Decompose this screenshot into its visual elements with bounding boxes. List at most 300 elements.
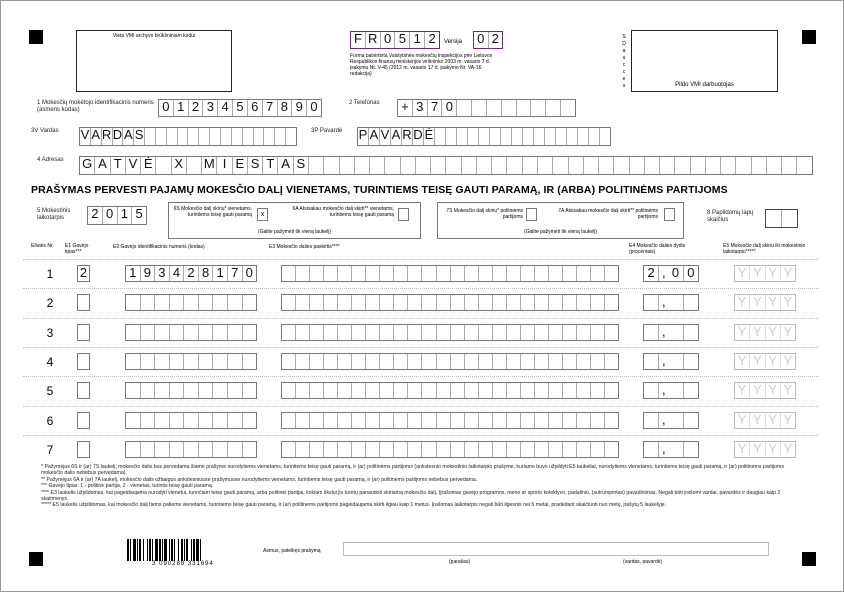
- percent-cell: [684, 383, 698, 398]
- percent-cell: [668, 295, 683, 310]
- purpose-field[interactable]: [281, 324, 619, 341]
- percent-cell: [644, 295, 659, 310]
- field-8-label: 8 Papildomų lapų skaičius: [707, 210, 754, 223]
- purpose-cell: [366, 413, 380, 428]
- address-cell: [416, 157, 431, 174]
- row-number: 7: [46, 442, 54, 457]
- first-name-cell: [264, 128, 275, 145]
- purpose-cell: [324, 266, 338, 281]
- field-2-label: 2 Telefonas: [349, 100, 380, 106]
- purpose-cell: [577, 354, 591, 369]
- purpose-cell: [535, 442, 549, 457]
- recipient-type-cell: [78, 295, 89, 310]
- until-year-cell: Y: [735, 383, 750, 398]
- phone-cell: 0: [442, 100, 457, 116]
- taxpayer-id-cell: 0: [159, 100, 174, 116]
- recipient-code-cell: 8: [199, 266, 214, 281]
- recipient-code-field[interactable]: [125, 353, 257, 370]
- recipient-code-cell: [126, 354, 141, 369]
- purpose-field[interactable]: [281, 294, 619, 311]
- purpose-cell: [366, 383, 380, 398]
- purpose-cell: [479, 354, 493, 369]
- purpose-cell: [352, 295, 366, 310]
- first-name-cell: R: [102, 128, 113, 145]
- purpose-cell: [437, 383, 451, 398]
- recipient-type-field[interactable]: [77, 353, 90, 370]
- recipient-code-cell: [126, 325, 141, 340]
- stamp-side-letter: a: [622, 48, 626, 54]
- percent-field[interactable]: [643, 382, 699, 399]
- purpose-cell: [493, 295, 507, 310]
- purpose-cell: [577, 413, 591, 428]
- purpose-cell: [521, 354, 535, 369]
- purpose-cell: [507, 383, 521, 398]
- address-cell: T: [111, 157, 126, 174]
- field-4-label: 4 Adresas: [37, 157, 64, 163]
- purpose-cell: [577, 325, 591, 340]
- purpose-cell: [479, 295, 493, 310]
- version-label: Versija: [444, 39, 463, 45]
- purpose-cell: [282, 442, 296, 457]
- recipient-type-field[interactable]: [77, 324, 90, 341]
- purpose-cell: [437, 266, 451, 281]
- recipient-type-cell: [78, 325, 89, 340]
- recipient-type-cell: [78, 383, 89, 398]
- opt-6a-checkbox[interactable]: [398, 208, 409, 221]
- first-name-cell: [221, 128, 232, 145]
- stamp-side-letters: [621, 34, 627, 90]
- address-cell: V: [126, 157, 141, 174]
- stamp-side-letter: e: [622, 76, 626, 82]
- row-number: 4: [46, 354, 54, 369]
- purpose-cell: [394, 413, 408, 428]
- until-year-cell: Y: [735, 266, 750, 281]
- purpose-cell: [549, 266, 563, 281]
- row-number: 3: [46, 325, 54, 340]
- purpose-cell: [408, 295, 422, 310]
- purpose-cell: [521, 383, 535, 398]
- percent-cell: ,: [662, 295, 666, 310]
- opt-7a-checkbox[interactable]: [664, 208, 675, 221]
- last-name-cell: [512, 128, 523, 145]
- purpose-cell: [605, 325, 618, 340]
- recipient-code-cell: [199, 325, 214, 340]
- last-name-cell: [501, 128, 512, 145]
- purpose-cell: [352, 325, 366, 340]
- purpose-cell: [493, 354, 507, 369]
- section-6-note: (Galite pažymėti tik vieną laukelį): [257, 229, 332, 235]
- until-year-cell: Y: [735, 354, 750, 369]
- version-cell: 0: [474, 32, 489, 48]
- until-year-cell: Y: [735, 442, 750, 457]
- address-cell: [584, 157, 599, 174]
- address-cell: [660, 157, 675, 174]
- purpose-cell: [422, 325, 436, 340]
- percent-cell: 2: [644, 266, 659, 281]
- purpose-cell: [282, 266, 296, 281]
- recipient-code-cell: [228, 413, 243, 428]
- last-name-cell: P: [358, 128, 369, 145]
- percent-field[interactable]: [643, 265, 699, 282]
- recipient-code-field[interactable]: [125, 265, 257, 282]
- purpose-cell: [437, 413, 451, 428]
- purpose-cell: [563, 413, 577, 428]
- row-separator: [23, 259, 819, 260]
- recipient-type-field[interactable]: [77, 412, 90, 429]
- until-year-cell: Y: [750, 266, 765, 281]
- recipient-code-cell: [228, 354, 243, 369]
- purpose-cell: [521, 325, 535, 340]
- first-name-cell: [167, 128, 178, 145]
- purpose-field[interactable]: [281, 412, 619, 429]
- purpose-cell: [563, 295, 577, 310]
- until-year-cell: Y: [766, 354, 781, 369]
- extra-pages-field[interactable]: [765, 209, 798, 228]
- recipient-code-field[interactable]: [125, 294, 257, 311]
- address-cell: [752, 157, 767, 174]
- recipient-code-cell: 7: [228, 266, 243, 281]
- registration-mark-bottom-left: [29, 552, 43, 566]
- percent-cell: 0: [687, 266, 695, 280]
- purpose-cell: [296, 354, 310, 369]
- purpose-cell: [422, 383, 436, 398]
- address-cell: [569, 157, 584, 174]
- purpose-cell: [408, 442, 422, 457]
- percent-field[interactable]: [643, 324, 699, 341]
- until-year-cell: Y: [783, 441, 793, 456]
- purpose-cell: [366, 354, 380, 369]
- recipient-type-cell: [78, 354, 89, 369]
- purpose-cell: [605, 266, 618, 281]
- address-cell: A: [278, 157, 293, 174]
- recipient-code-cell: [243, 442, 257, 457]
- recipient-code-cell: [184, 295, 199, 310]
- until-year-cell: Y: [783, 353, 793, 368]
- purpose-cell: [310, 413, 324, 428]
- address-cell: [431, 157, 446, 174]
- phone-field[interactable]: [397, 99, 576, 117]
- purpose-cell: [465, 442, 479, 457]
- purpose-cell: [310, 295, 324, 310]
- percent-cell: ,: [662, 383, 666, 398]
- purpose-field[interactable]: [281, 353, 619, 370]
- purpose-cell: [422, 354, 436, 369]
- address-cell: [736, 157, 751, 174]
- purpose-cell: [591, 295, 605, 310]
- purpose-cell: [282, 325, 296, 340]
- until-year-field[interactable]: [734, 324, 796, 341]
- form-code: [350, 31, 440, 49]
- purpose-cell: [324, 383, 338, 398]
- purpose-cell: [451, 442, 465, 457]
- recipient-code-cell: [126, 413, 141, 428]
- until-year-cell: Y: [766, 325, 781, 340]
- percent-cell: [644, 442, 659, 457]
- address-cell: E: [233, 157, 248, 174]
- signature-field[interactable]: [343, 542, 769, 556]
- row-number: 6: [46, 413, 54, 428]
- first-name-cell: A: [91, 128, 102, 145]
- recipient-code-cell: [213, 325, 228, 340]
- last-name-cell: [446, 128, 457, 145]
- last-name-cell: [578, 128, 589, 145]
- purpose-cell: [394, 266, 408, 281]
- field-3v-label: 3V Vardas: [31, 128, 59, 134]
- opt-7s-checkbox[interactable]: [526, 208, 537, 221]
- first-name-cell: V: [80, 128, 91, 145]
- phone-cell: +: [398, 100, 413, 116]
- purpose-field[interactable]: [281, 382, 619, 399]
- registration-mark-top-right: [802, 30, 816, 44]
- percent-cell: [668, 442, 683, 457]
- percent-cell: [684, 354, 698, 369]
- stamp-side-letter: s: [622, 83, 626, 89]
- form-title: PRAŠYMAS PERVESTI PAJAMŲ MOKESČIO DALĮ VIENETAMS, TURINTIEMS TEISĘ GAUTI PARAMĄ, IR (ARBA) POLITINĖMS PARTIJOMS: [31, 184, 728, 196]
- purpose-cell: [465, 325, 479, 340]
- address-cell: [614, 157, 629, 174]
- purpose-cell: [324, 413, 338, 428]
- last-name-cell: Ė: [424, 128, 435, 145]
- phone-cell: [502, 100, 517, 116]
- percent-cell: [684, 325, 698, 340]
- purpose-cell: [366, 442, 380, 457]
- recipient-code-field[interactable]: [125, 324, 257, 341]
- purpose-cell: [338, 325, 352, 340]
- address-cell: [553, 157, 568, 174]
- opt-6s-checkbox[interactable]: x: [257, 208, 268, 221]
- taxpayer-id-cell: 8: [278, 100, 293, 116]
- tax-period-field[interactable]: [87, 206, 147, 225]
- name-caption: (vardas, pavardė): [623, 559, 663, 565]
- address-cell: [477, 157, 492, 174]
- recipient-code-cell: [199, 442, 214, 457]
- until-year-cell: Y: [750, 354, 765, 369]
- purpose-cell: [408, 325, 422, 340]
- purpose-cell: [338, 442, 352, 457]
- percent-cell: [644, 383, 659, 398]
- last-name-cell: [589, 128, 600, 145]
- recipient-code-cell: [199, 383, 214, 398]
- purpose-cell: [549, 413, 563, 428]
- purpose-cell: [437, 442, 451, 457]
- recipient-code-field[interactable]: [125, 382, 257, 399]
- purpose-cell: [605, 413, 618, 428]
- address-cell: [797, 157, 811, 174]
- recipient-code-cell: [213, 413, 228, 428]
- purpose-cell: [352, 354, 366, 369]
- purpose-cell: [507, 413, 521, 428]
- recipient-code-cell: [184, 383, 199, 398]
- address-cell: [324, 157, 339, 174]
- col-e1: E1 Gavėjo tipas***: [65, 243, 89, 255]
- recipient-code-cell: 0: [245, 266, 253, 280]
- purpose-cell: [535, 266, 549, 281]
- recipient-type-cell: [78, 413, 89, 428]
- recipient-code-cell: 3: [155, 266, 170, 281]
- row-separator: [23, 288, 819, 289]
- tax-period-cell: 0: [103, 207, 118, 224]
- first-name-cell: [286, 128, 296, 145]
- recipient-code-cell: [170, 442, 185, 457]
- until-year-cell: Y: [735, 413, 750, 428]
- form-code-cell: 1: [410, 32, 425, 48]
- phone-cell: 3: [413, 100, 428, 116]
- address-cell: [355, 157, 370, 174]
- percent-cell: [644, 413, 659, 428]
- purpose-field[interactable]: [281, 441, 619, 458]
- taxpayer-id-cell: 6: [248, 100, 263, 116]
- purpose-cell: [324, 354, 338, 369]
- purpose-cell: [591, 325, 605, 340]
- until-year-field[interactable]: [734, 412, 796, 429]
- address-field[interactable]: [79, 156, 813, 175]
- address-cell: [721, 157, 736, 174]
- recipient-code-cell: [184, 442, 199, 457]
- address-cell: [706, 157, 721, 174]
- percent-field[interactable]: [643, 294, 699, 311]
- recipient-code-cell: [184, 325, 199, 340]
- purpose-cell: [493, 442, 507, 457]
- vmi-stamp-box: [631, 30, 778, 92]
- opt-6s-label: 6S Mokesčio dalį skiriu* vienetams, turintiems teisę gauti paramą: [173, 206, 252, 218]
- purpose-cell: [324, 325, 338, 340]
- address-cell: [523, 157, 538, 174]
- last-name-field[interactable]: [357, 127, 611, 146]
- until-year-field[interactable]: [734, 353, 796, 370]
- percent-cell: ,: [662, 266, 666, 280]
- purpose-cell: [535, 325, 549, 340]
- recipient-code-cell: 9: [141, 266, 156, 281]
- recipient-code-cell: [141, 295, 156, 310]
- address-cell: [767, 157, 782, 174]
- address-cell: [599, 157, 614, 174]
- purpose-cell: [282, 295, 296, 310]
- address-cell: [385, 157, 400, 174]
- until-year-cell: Y: [750, 295, 765, 310]
- row-separator: [23, 376, 819, 377]
- archive-barcode-box: [76, 30, 232, 92]
- until-year-field[interactable]: [734, 441, 796, 458]
- recipient-type-cell: 2: [79, 266, 88, 280]
- tax-period-cell: 2: [88, 207, 103, 224]
- footnote-item: ** Pažymėjus 6A ir (ar) 7A laukelį, mokesčio dalis užbaigus ankstesniuose prašymuose nurodytiems vienetams, turintiems teisę gauti paramą, ir (ar) politinėms partijoms nebebus pervedama.: [41, 476, 478, 483]
- stamp-side-letter: S: [622, 34, 626, 40]
- taxpayer-id-field[interactable]: [158, 99, 322, 117]
- recipient-code-cell: [170, 295, 185, 310]
- registration-mark-top-left: [29, 30, 43, 44]
- percent-field[interactable]: [643, 441, 699, 458]
- purpose-cell: [422, 413, 436, 428]
- form-code-cell: R: [366, 32, 381, 48]
- recipient-type-field[interactable]: [77, 265, 90, 282]
- percent-field[interactable]: [643, 353, 699, 370]
- purpose-cell: [535, 383, 549, 398]
- first-name-field[interactable]: [79, 127, 297, 146]
- purpose-field[interactable]: [281, 265, 619, 282]
- col-row-number: Eilutės Nr.: [31, 243, 54, 249]
- percent-cell: [668, 413, 683, 428]
- until-year-field[interactable]: [734, 294, 796, 311]
- purpose-cell: [535, 413, 549, 428]
- purpose-cell: [422, 442, 436, 457]
- row-number: 2: [46, 296, 54, 311]
- recipient-code-cell: [141, 442, 156, 457]
- purpose-cell: [352, 442, 366, 457]
- footnote-item: ***** E5 laukelis užpildomas, kai mokesčio dalį tiems patiems vienetams, turintiems teisę gauti paramą, ir (ar) politinėms partijoms pageidaujama skirti ilgiau kaip 1 metus. Įrašomas laikotarpis negali būti ilgesnis nei 5 metai, pradedant skaičiuoti nuo metų, įrašytų 5 laukelyje.: [41, 502, 667, 508]
- row-number: 1: [46, 267, 54, 281]
- purpose-cell: [380, 413, 394, 428]
- signature-person-label: Asmuo, pateikęs prašymą: [263, 548, 321, 554]
- percent-field[interactable]: [643, 412, 699, 429]
- purpose-cell: [338, 383, 352, 398]
- purpose-cell: [296, 383, 310, 398]
- first-name-cell: [275, 128, 286, 145]
- phone-cell: [531, 100, 546, 116]
- recipient-code-cell: [199, 354, 214, 369]
- until-year-field[interactable]: [734, 265, 796, 282]
- last-name-cell: A: [369, 128, 380, 145]
- purpose-cell: [521, 442, 535, 457]
- recipient-code-cell: [213, 383, 228, 398]
- purpose-cell: [352, 413, 366, 428]
- row-number: 5: [46, 384, 54, 399]
- until-year-cell: Y: [750, 442, 765, 457]
- row-separator: [23, 435, 819, 436]
- until-year-field[interactable]: [734, 382, 796, 399]
- recipient-code-cell: 1: [126, 266, 141, 281]
- purpose-cell: [549, 442, 563, 457]
- recipient-code-cell: [155, 383, 170, 398]
- recipient-code-cell: [141, 413, 156, 428]
- purpose-cell: [563, 442, 577, 457]
- recipient-code-field[interactable]: [125, 441, 257, 458]
- percent-cell: [684, 413, 698, 428]
- taxpayer-id-cell: 0: [310, 100, 318, 114]
- address-cell: [187, 157, 202, 174]
- tax-period-cell: 1: [118, 207, 133, 224]
- registration-mark-bottom-right: [802, 552, 816, 566]
- stamp-side-letter: D: [622, 41, 626, 47]
- purpose-cell: [563, 266, 577, 281]
- purpose-cell: [479, 383, 493, 398]
- purpose-cell: [394, 325, 408, 340]
- recipient-type-field[interactable]: [77, 441, 90, 458]
- recipient-code-field[interactable]: [125, 412, 257, 429]
- purpose-cell: [380, 295, 394, 310]
- purpose-cell: [493, 413, 507, 428]
- purpose-cell: [437, 325, 451, 340]
- recipient-code-cell: [155, 413, 170, 428]
- until-year-cell: Y: [766, 266, 781, 281]
- purpose-cell: [591, 383, 605, 398]
- until-year-cell: Y: [735, 325, 750, 340]
- address-cell: [156, 157, 171, 174]
- recipient-type-field[interactable]: [77, 382, 90, 399]
- recipient-code-cell: 1: [213, 266, 228, 281]
- address-cell: [309, 157, 324, 174]
- purpose-cell: [310, 383, 324, 398]
- recipient-type-field[interactable]: [77, 294, 90, 311]
- phone-cell: [472, 100, 487, 116]
- recipient-code-cell: [213, 354, 228, 369]
- purpose-cell: [563, 383, 577, 398]
- col-e5: E5 Mokesčio dalį skiriu iki mokestinio laikotarpio*****: [723, 243, 806, 255]
- recipient-code-cell: [126, 383, 141, 398]
- until-year-cell: Y: [783, 266, 793, 280]
- stamp-side-letter: c: [622, 69, 626, 75]
- purpose-cell: [563, 325, 577, 340]
- last-name-cell: [534, 128, 545, 145]
